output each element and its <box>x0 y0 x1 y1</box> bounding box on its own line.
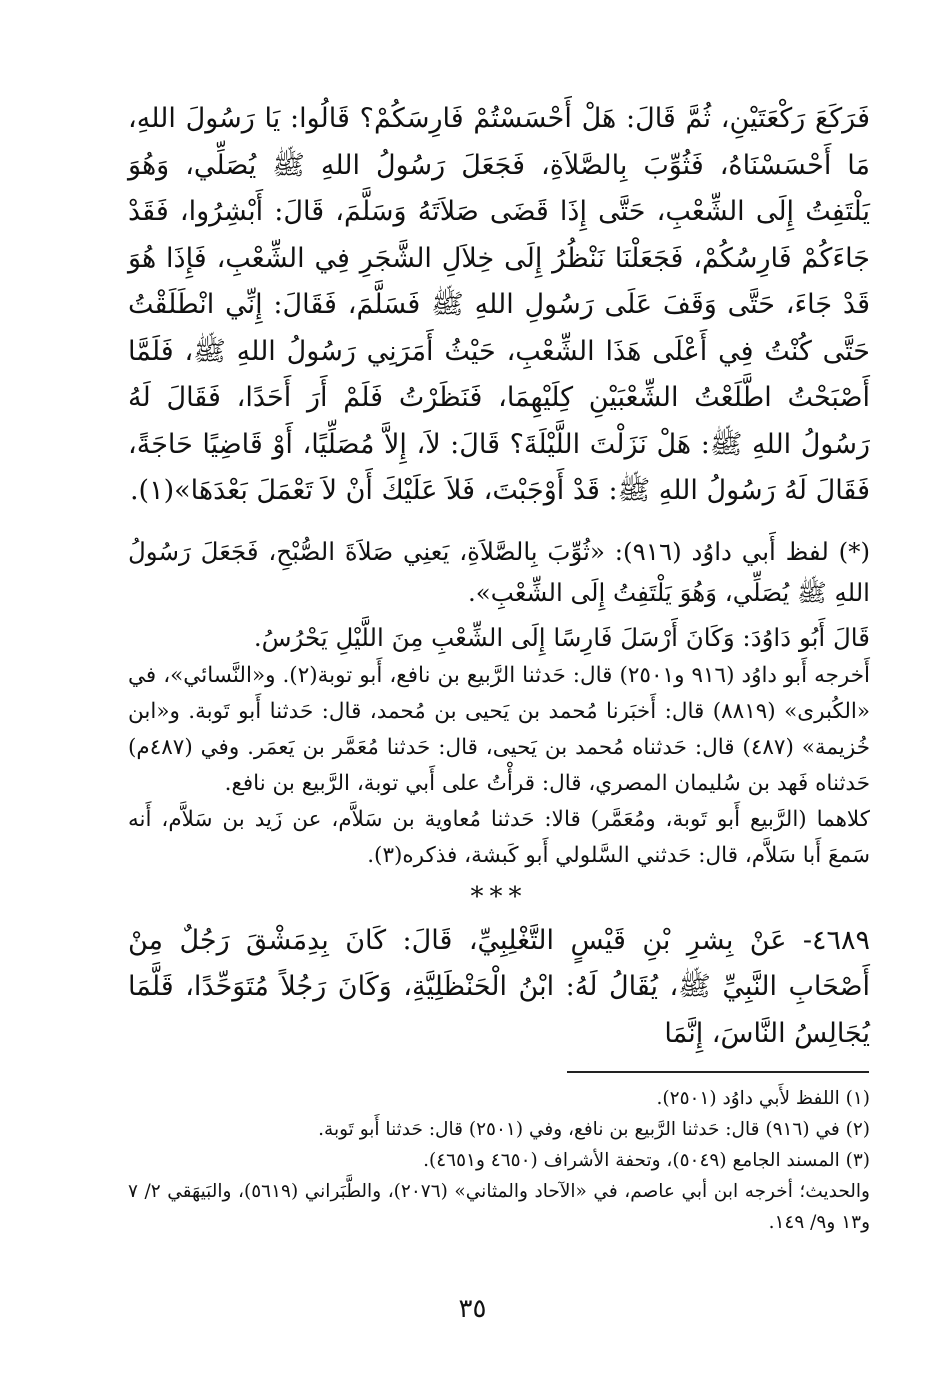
footnote-3-continuation: والحديث؛ أخرجه ابن أبي عاصم، في «الآحاد والمثاني» (٢٠٧٦)، والطَّبَراني (٥٦١٩)، والبَيهَقي ٢/ ٧ و١٣ و٩/ ١٤٩. <box>128 1181 870 1233</box>
page-number: ٣٥ <box>458 1294 487 1324</box>
hadith-text-continuation: فَرَكَعَ رَكْعَتَيْنِ، ثُمَّ قَالَ: هَلْ أَحْسَسْتُمْ فَارِسَكُمْ؟ قَالُوا: يَا رَسُولَ اللهِ، مَا أَحْسَسْنَاهُ، فَثُوِّبَ بِالصَّلاَةِ، فَجَعَلَ رَسُولُ اللهِ ﷺ يُصَلِّي، وَهُوَ يَلْتَفِتُ إِلَى الشِّعْبِ، حَتَّى إِذَا قَضَى صَلاَتَهُ وَسَلَّمَ، قَالَ: أَبْشِرُوا، فَقَدْ جَاءَكُمْ فَارِسُكُمْ، فَجَعَلْنَا نَنْظُرُ إِلَى خِلاَلِ الشَّجَرِ فِي الشِّعْبِ، فَإِذَا هُوَ قَدْ جَاءَ، حَتَّى وَقَفَ عَلَى رَسُولِ اللهِ ﷺ فَسَلَّمَ، فَقَالَ: إِنِّي انْطَلَقْتُ حَتَّى كُنْتُ فِي أَعْلَى هَذَا الشِّعْبِ، حَيْثُ أَمَرَنِي رَسُولُ اللهِ ﷺ، فَلَمَّا أَصْبَحْتُ اطَّلَعْتُ الشِّعْبَيْنِ كِلَيْهِمَا، فَنَظَرْتُ فَلَمْ أَرَ أَحَدًا، فَقَالَ لَهُ رَسُولُ اللهِ ﷺ: هَلْ نَزَلْتَ اللَّيْلَةَ؟ قَالَ: لاَ، إِلاَّ مُصَلِّيًا، أَوْ قَاضِيًا حَاجَةً، فَقَالَ لَهُ رَسُولُ اللهِ ﷺ: قَدْ أَوْجَبْتَ، فَلاَ عَلَيْكَ أَنْ لاَ تَعْمَلَ بَعْدَهَا»(١). <box>128 103 870 506</box>
wording-note: (*) لفظ أَبي داوُد (٩١٦): «ثُوِّبَ بِالصَّلاَةِ، يَعنِي صَلاَةَ الصُّبْحِ، فَجَعَلَ رَسُولُ اللهِ ﷺ يُصَلِّي، وَهُوَ يَلْتَفِتُ إِلَى الشِّعْبِ». <box>128 536 870 607</box>
section-separator: *** <box>470 881 528 912</box>
abu-dawud-comment: قَالَ أَبُو دَاوُدَ: وَكَانَ أَرْسَلَ فَارِسًا إِلَى الشِّعْبِ مِنَ اللَّيْلِ يَحْرُسُ. <box>253 622 870 652</box>
takhrij-paragraph: أَخرجه أَبو داوُد (٩١٦ و٢٥٠١) قال: حَدثنا الرَّبيع بن نافع، أَبو توبة(٢). و«النَّسائي»، في «الكُبرى» (٨٨١٩) قال: أَخبَرنا مُحمد بن يَحيى بن مُحمد، قال: حَدثنا أَبو تَوبة. و«ابن خُزيمة» (٤٨٧) قال: حَدثناه مُحمد بن يَحيى، قال: حَدثنا مُعَمَّر بن يَعمَر. وفي (٤٨٧م) حَدثناه فَهد بن سُليمان المصري، قال: قرأْتُ على أَبي توبة، الرَّبيع بن نافع. <box>128 662 871 796</box>
footnote-2: (٢) في (٩١٦) قال: حَدثنا الرَّبيع بن نافع، وفي (٢٥٠١) قال: حَدثنا أَبو تَوبة. <box>318 1119 870 1140</box>
isnad-paragraph: كلاهما (الرَّبيع أَبو تَوبة، ومُعَمَّر) قالا: حَدثنا مُعاوية بن سَلاَّم، عن زَيد بن سَلاَّم، أَنه سَمعَ أَبا سَلاَّم، قال: حَدثني السَّلولي أَبو كَبشة، فذكره(٣). <box>128 806 870 868</box>
footnote-1: (١) اللفظ لأَبي داوُد (٢٥٠١). <box>656 1088 870 1109</box>
page-body <box>128 96 870 1057</box>
footnote-3: (٣) المسند الجامع (٥٠٤٩)، وتحفة الأشراف (٤٦٥٠ و٤٦٥١). <box>423 1150 870 1171</box>
footnote-divider <box>567 1071 869 1073</box>
footnotes <box>128 1083 870 1238</box>
hadith-4689: ٤٦٨٩- عَنْ بِشرِ بْنِ قَيْسٍ التَّغْلِبِيِّ، قَالَ: كَانَ بِدِمَشْقَ رَجُلٌ مِنْ أَصْحَابِ النَّبِيِّ ﷺ، يُقَالُ لَهُ: ابْنُ الْحَنْظَلِيَّةِ، وَكَانَ رَجُلاً مُتَوَحِّدًا، قَلَّمَا يُجَالِسُ النَّاسَ، إِنَّمَا <box>128 924 870 1049</box>
